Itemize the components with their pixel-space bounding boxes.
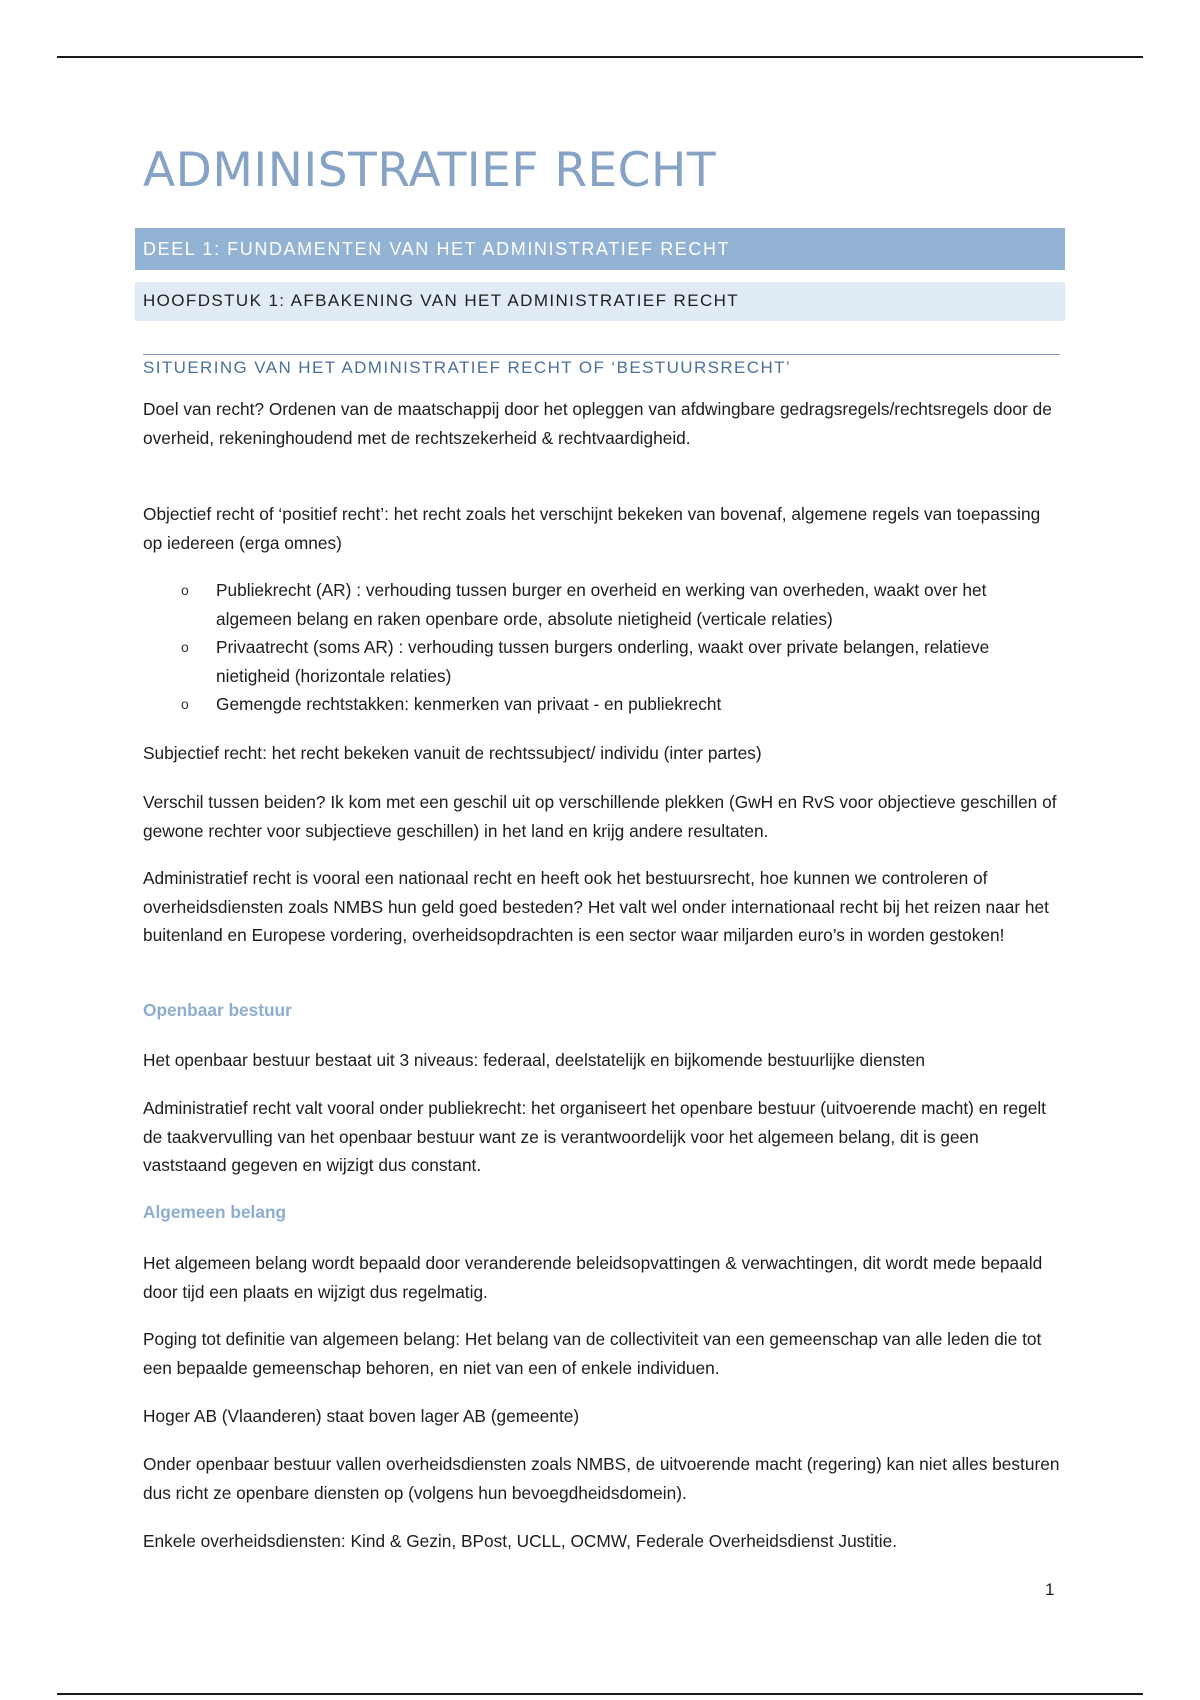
paragraph: Onder openbaar bestuur vallen overheidsdiensten zoals NMBS, de uitvoerende macht (regering) kan niet alles besturen dus richt ze openbare diensten op (volgens hun bevoegdheidsdomein). xyxy=(143,1454,1060,1503)
subheading-algemeen-belang: Algemeen belang xyxy=(143,1202,287,1222)
paragraph: Subjectief recht: het recht bekeken vanuit de rechtssubject/ individu (inter partes) xyxy=(143,743,762,763)
subheading-openbaar-bestuur: Openbaar bestuur xyxy=(143,1000,292,1020)
document-title: ADMINISTRATIEF RECHT xyxy=(143,143,717,198)
list-item xyxy=(143,633,1063,690)
paragraph: Hoger AB (Vlaanderen) staat boven lager AB (gemeente) xyxy=(143,1406,580,1426)
section-divider xyxy=(143,354,1060,355)
header-rule xyxy=(57,56,1143,58)
part-heading: DEEL 1: FUNDAMENTEN VAN HET ADMINISTRATIEF RECHT xyxy=(135,228,1065,270)
bullet-icon: o xyxy=(181,639,189,655)
bullet-icon: o xyxy=(181,696,189,712)
list-item xyxy=(143,576,1063,633)
page-number: 1 xyxy=(1045,1580,1055,1599)
paragraph: Poging tot definitie van algemeen belang: Het belang van de collectiviteit van een gemeenschap van alle leden die tot een bepaalde gemeenschap behoren, en niet van een of enkele individuen. xyxy=(143,1329,1042,1378)
list-item xyxy=(143,690,1063,719)
list-item-text: Privaatrecht (soms AR) : verhouding tussen burgers onderling, waakt over private belangen, relatieve nietigheid (horizontale relaties) xyxy=(216,637,990,686)
paragraph: Doel van recht? Ordenen van de maatschappij door het opleggen van afdwingbare gedragsregels/rechtsregels door de overheid, rekeninghoudend met de rechtszekerheid & rechtvaardigheid. xyxy=(143,399,1052,448)
paragraph: Administratief recht valt vooral onder publiekrecht: het organiseert het openbare bestuur (uitvoerende macht) en regelt de taakvervulling van het openbaar bestuur want ze is verantwoordelijk voor het algemeen belang, dit is geen vaststaand gegeven en wijzigt dus constant. xyxy=(143,1098,1046,1175)
paragraph: Enkele overheidsdiensten: Kind & Gezin, BPost, UCLL, OCMW, Federale Overheidsdienst Justitie. xyxy=(143,1531,898,1551)
paragraph: Het algemeen belang wordt bepaald door veranderende beleidsopvattingen & verwachtingen, dit wordt mede bepaald door tijd een plaats en wijzigt dus regelmatig. xyxy=(143,1253,1043,1302)
bullet-icon: o xyxy=(181,582,189,598)
list-item-text: Gemengde rechtstakken: kenmerken van privaat - en publiekrecht xyxy=(216,694,722,714)
chapter-heading: HOOFDSTUK 1: AFBAKENING VAN HET ADMINISTRATIEF RECHT xyxy=(135,282,1065,321)
paragraph: Objectief recht of ‘positief recht’: het recht zoals het verschijnt bekeken van bovenaf, algemene regels van toepassing op iedereen (erga omnes) xyxy=(143,504,1041,553)
bullet-list xyxy=(143,576,1063,719)
list-item-text: Publiekrecht (AR) : verhouding tussen burger en overheid en werking van overheden, waakt over het algemeen belang en raken openbare orde, absolute nietigheid (verticale relaties) xyxy=(216,580,987,629)
section-heading: SITUERING VAN HET ADMINISTRATIEF RECHT OF ‘BESTUURSRECHT’ xyxy=(143,358,792,377)
paragraph: Administratief recht is vooral een nationaal recht en heeft ook het bestuursrecht, hoe kunnen we controleren of overheidsdiensten zoals NMBS hun geld goed besteden? Het valt wel onder internationaal recht bij het reizen naar het buitenland en Europese vordering, overheidsopdrachten is een sector waar miljarden euro’s in worden gestoken! xyxy=(143,868,1049,945)
paragraph: Verschil tussen beiden? Ik kom met een geschil uit op verschillende plekken (GwH en RvS voor objectieve geschillen of gewone rechter voor subjectieve geschillen) in het land en krijg andere resultaten. xyxy=(143,792,1057,841)
paragraph: Het openbaar bestuur bestaat uit 3 niveaus: federaal, deelstatelijk en bijkomende bestuurlijke diensten xyxy=(143,1050,925,1070)
footer-rule xyxy=(57,1693,1143,1695)
